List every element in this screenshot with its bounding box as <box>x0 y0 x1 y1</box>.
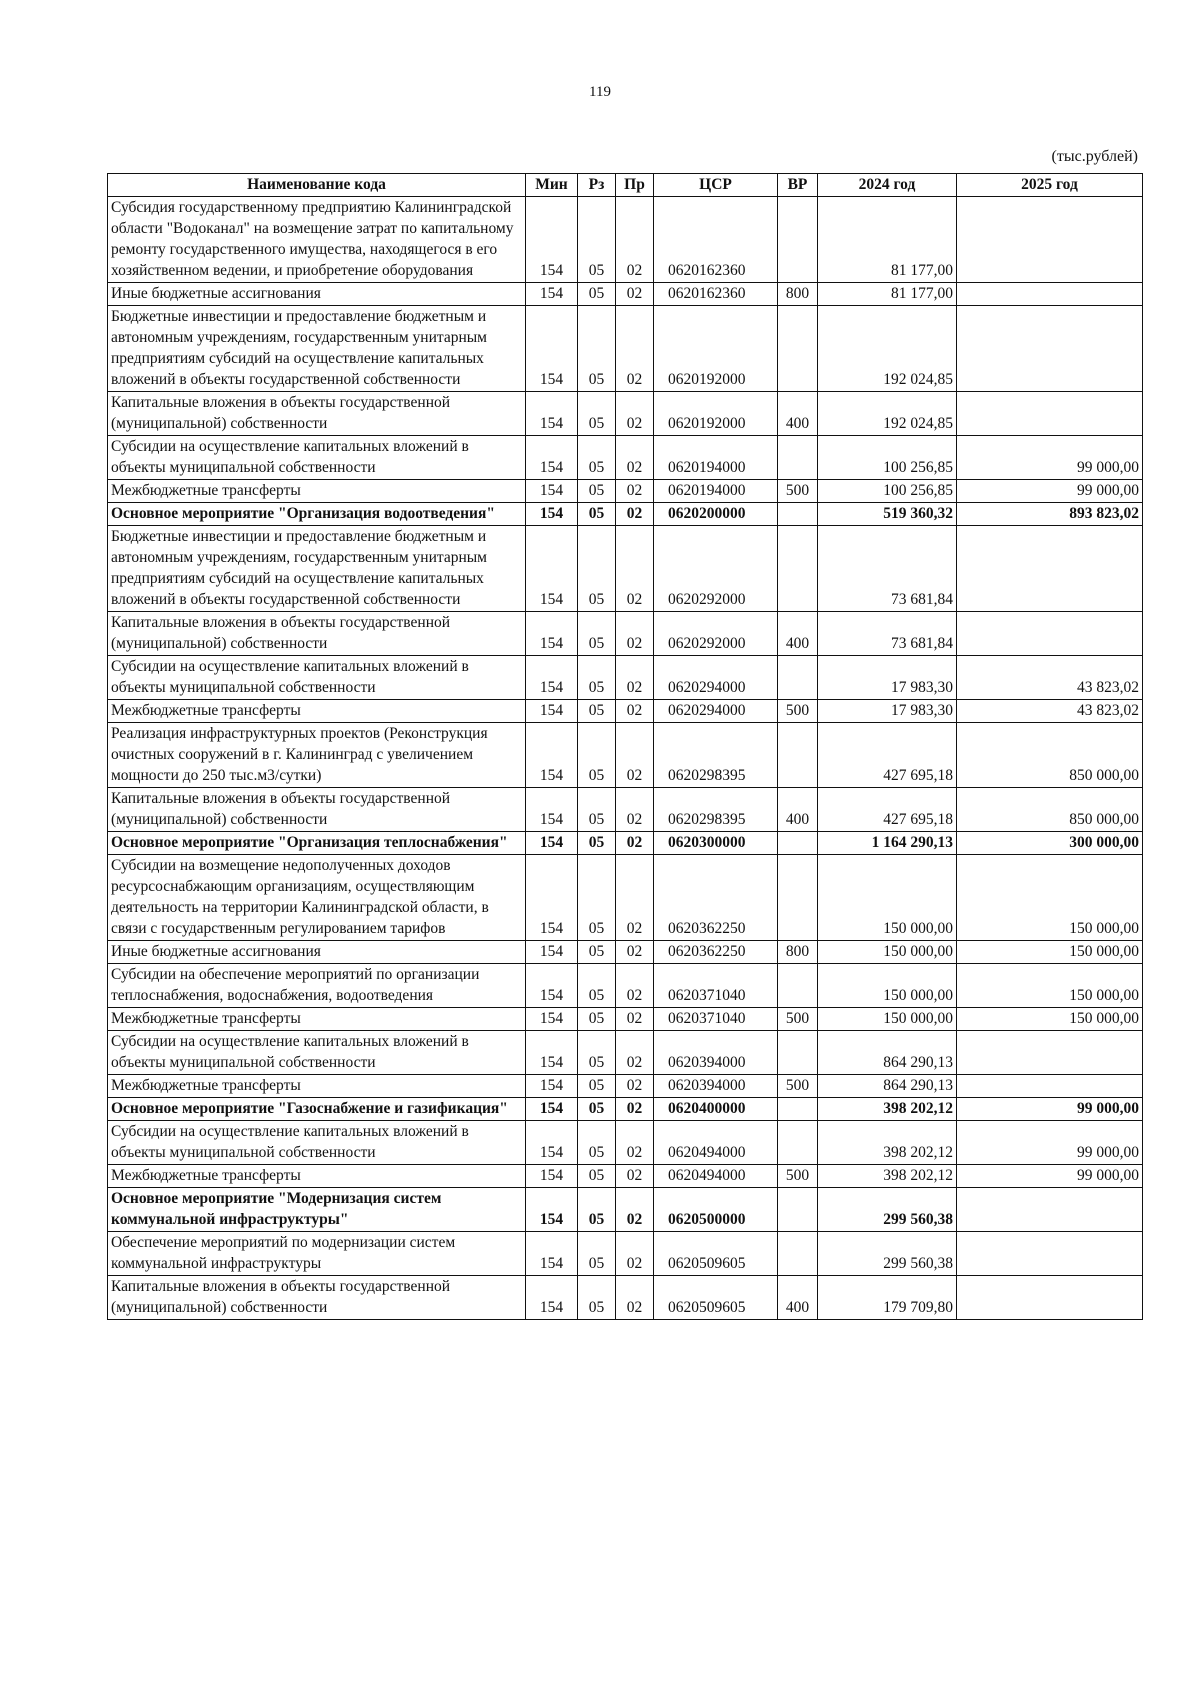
header-vr: ВР <box>778 174 818 197</box>
cell-rz: 05 <box>578 480 616 503</box>
cell-csr: 0620394000 <box>654 1031 778 1075</box>
cell-csr: 0620162360 <box>654 197 778 283</box>
table-row <box>108 964 1143 1008</box>
cell-rz: 05 <box>578 503 616 526</box>
header-min: Мин <box>526 174 578 197</box>
cell-csr: 0620298395 <box>654 723 778 788</box>
cell-name: Межбюджетные трансферты <box>108 1075 526 1098</box>
cell-vr <box>778 964 818 1008</box>
cell-min: 154 <box>526 526 578 612</box>
cell-y2024: 81 177,00 <box>818 283 957 306</box>
cell-y2025 <box>957 392 1143 436</box>
cell-name: Субсидии на осуществление капитальных вложений в объекты муниципальной собственности <box>108 656 526 700</box>
cell-y2025: 150 000,00 <box>957 964 1143 1008</box>
cell-rz: 05 <box>578 1075 616 1098</box>
cell-vr: 400 <box>778 788 818 832</box>
cell-rz: 05 <box>578 1188 616 1232</box>
cell-csr: 0620294000 <box>654 656 778 700</box>
cell-pr: 02 <box>616 1188 654 1232</box>
cell-y2024: 17 983,30 <box>818 700 957 723</box>
cell-name: Капитальные вложения в объекты государственной (муниципальной) собственности <box>108 1276 526 1320</box>
cell-vr <box>778 1232 818 1276</box>
cell-name: Межбюджетные трансферты <box>108 700 526 723</box>
cell-pr: 02 <box>616 1098 654 1121</box>
cell-name: Основное мероприятие "Газоснабжение и газификация" <box>108 1098 526 1121</box>
cell-y2024: 81 177,00 <box>818 197 957 283</box>
header-2025: 2025 год <box>957 174 1143 197</box>
cell-min: 154 <box>526 503 578 526</box>
cell-rz: 05 <box>578 526 616 612</box>
cell-vr <box>778 503 818 526</box>
cell-vr <box>778 656 818 700</box>
cell-min: 154 <box>526 283 578 306</box>
cell-y2025 <box>957 1188 1143 1232</box>
cell-y2024: 73 681,84 <box>818 526 957 612</box>
cell-name: Капитальные вложения в объекты государственной (муниципальной) собственности <box>108 612 526 656</box>
cell-min: 154 <box>526 788 578 832</box>
cell-min: 154 <box>526 612 578 656</box>
cell-y2025: 99 000,00 <box>957 1121 1143 1165</box>
cell-y2024: 150 000,00 <box>818 941 957 964</box>
cell-y2024: 73 681,84 <box>818 612 957 656</box>
table-row <box>108 1075 1143 1098</box>
table-row <box>108 503 1143 526</box>
cell-y2024: 150 000,00 <box>818 855 957 941</box>
table-row <box>108 392 1143 436</box>
header-pr: Пр <box>616 174 654 197</box>
cell-rz: 05 <box>578 656 616 700</box>
cell-vr <box>778 1188 818 1232</box>
cell-min: 154 <box>526 1165 578 1188</box>
cell-y2025: 99 000,00 <box>957 436 1143 480</box>
cell-y2025: 99 000,00 <box>957 480 1143 503</box>
cell-pr: 02 <box>616 964 654 1008</box>
cell-y2025 <box>957 283 1143 306</box>
cell-rz: 05 <box>578 1276 616 1320</box>
cell-vr <box>778 1121 818 1165</box>
cell-pr: 02 <box>616 503 654 526</box>
header-csr: ЦСР <box>654 174 778 197</box>
cell-rz: 05 <box>578 306 616 392</box>
header-rz: Рз <box>578 174 616 197</box>
cell-csr: 0620394000 <box>654 1075 778 1098</box>
cell-min: 154 <box>526 1188 578 1232</box>
cell-y2024: 150 000,00 <box>818 964 957 1008</box>
cell-y2024: 179 709,80 <box>818 1276 957 1320</box>
cell-rz: 05 <box>578 964 616 1008</box>
cell-csr: 0620362250 <box>654 855 778 941</box>
cell-min: 154 <box>526 306 578 392</box>
cell-y2025: 150 000,00 <box>957 855 1143 941</box>
cell-y2024: 299 560,38 <box>818 1188 957 1232</box>
table-row <box>108 700 1143 723</box>
cell-y2024: 192 024,85 <box>818 306 957 392</box>
table-row <box>108 656 1143 700</box>
cell-csr: 0620200000 <box>654 503 778 526</box>
table-row <box>108 197 1143 283</box>
cell-pr: 02 <box>616 197 654 283</box>
cell-pr: 02 <box>616 436 654 480</box>
cell-rz: 05 <box>578 1232 616 1276</box>
cell-name: Субсидии на осуществление капитальных вложений в объекты муниципальной собственности <box>108 1031 526 1075</box>
cell-vr: 400 <box>778 392 818 436</box>
table-row <box>108 1276 1143 1320</box>
cell-name: Субсидии на обеспечение мероприятий по организации теплоснабжения, водоснабжения, водоотведения <box>108 964 526 1008</box>
cell-y2025: 893 823,02 <box>957 503 1143 526</box>
cell-pr: 02 <box>616 526 654 612</box>
cell-rz: 05 <box>578 436 616 480</box>
cell-name: Основное мероприятие "Организация теплоснабжения" <box>108 832 526 855</box>
cell-y2024: 192 024,85 <box>818 392 957 436</box>
cell-min: 154 <box>526 436 578 480</box>
cell-csr: 0620371040 <box>654 964 778 1008</box>
cell-y2025: 300 000,00 <box>957 832 1143 855</box>
cell-vr: 500 <box>778 700 818 723</box>
table-row <box>108 855 1143 941</box>
cell-vr <box>778 1031 818 1075</box>
table-row <box>108 436 1143 480</box>
cell-y2025: 850 000,00 <box>957 788 1143 832</box>
cell-min: 154 <box>526 656 578 700</box>
cell-name: Основное мероприятие "Организация водоотведения" <box>108 503 526 526</box>
cell-csr: 0620509605 <box>654 1276 778 1320</box>
cell-pr: 02 <box>616 832 654 855</box>
cell-csr: 0620500000 <box>654 1188 778 1232</box>
cell-y2024: 100 256,85 <box>818 480 957 503</box>
table-row <box>108 1031 1143 1075</box>
cell-csr: 0620298395 <box>654 788 778 832</box>
cell-rz: 05 <box>578 723 616 788</box>
cell-pr: 02 <box>616 1121 654 1165</box>
cell-name: Межбюджетные трансферты <box>108 1165 526 1188</box>
cell-name: Основное мероприятие "Модернизация систем коммунальной инфраструктуры" <box>108 1188 526 1232</box>
cell-csr: 0620194000 <box>654 480 778 503</box>
cell-min: 154 <box>526 1031 578 1075</box>
cell-name: Межбюджетные трансферты <box>108 480 526 503</box>
cell-name: Бюджетные инвестиции и предоставление бюджетным и автономным учреждениям, государственным унитарным предприятиям субсидий на осуществление капитальных вложений в объекты государственной собственности <box>108 526 526 612</box>
cell-vr <box>778 855 818 941</box>
cell-min: 154 <box>526 941 578 964</box>
cell-name: Иные бюджетные ассигнования <box>108 941 526 964</box>
cell-csr: 0620162360 <box>654 283 778 306</box>
cell-y2024: 427 695,18 <box>818 788 957 832</box>
page-number: 119 <box>589 84 611 100</box>
table-row <box>108 1121 1143 1165</box>
cell-y2025: 43 823,02 <box>957 700 1143 723</box>
cell-vr <box>778 526 818 612</box>
cell-min: 154 <box>526 1276 578 1320</box>
cell-min: 154 <box>526 723 578 788</box>
cell-pr: 02 <box>616 1031 654 1075</box>
cell-name: Межбюджетные трансферты <box>108 1008 526 1031</box>
cell-y2024: 864 290,13 <box>818 1075 957 1098</box>
cell-pr: 02 <box>616 1165 654 1188</box>
cell-y2024: 100 256,85 <box>818 436 957 480</box>
table-row <box>108 723 1143 788</box>
cell-csr: 0620494000 <box>654 1121 778 1165</box>
cell-csr: 0620292000 <box>654 612 778 656</box>
cell-name: Бюджетные инвестиции и предоставление бюджетным и автономным учреждениям, государственным унитарным предприятиям субсидий на осуществление капитальных вложений в объекты государственной собственности <box>108 306 526 392</box>
cell-rz: 05 <box>578 283 616 306</box>
cell-min: 154 <box>526 1075 578 1098</box>
cell-y2024: 398 202,12 <box>818 1165 957 1188</box>
cell-vr <box>778 306 818 392</box>
cell-pr: 02 <box>616 700 654 723</box>
table-row <box>108 1232 1143 1276</box>
cell-pr: 02 <box>616 306 654 392</box>
cell-pr: 02 <box>616 941 654 964</box>
cell-pr: 02 <box>616 392 654 436</box>
cell-name: Субсидии на осуществление капитальных вложений в объекты муниципальной собственности <box>108 1121 526 1165</box>
cell-pr: 02 <box>616 855 654 941</box>
table-row <box>108 306 1143 392</box>
cell-name: Иные бюджетные ассигнования <box>108 283 526 306</box>
cell-name: Субсидия государственному предприятию Калининградской области "Водоканал" на возмещение затрат по капитальному ремонту государственного имущества, находящегося в его хозяйственном ведении, и приобретение оборудования <box>108 197 526 283</box>
cell-y2025 <box>957 1075 1143 1098</box>
cell-min: 154 <box>526 1232 578 1276</box>
cell-pr: 02 <box>616 1075 654 1098</box>
cell-pr: 02 <box>616 788 654 832</box>
cell-y2025 <box>957 1031 1143 1075</box>
cell-vr <box>778 197 818 283</box>
table-row <box>108 1098 1143 1121</box>
cell-vr <box>778 1098 818 1121</box>
table-row <box>108 941 1143 964</box>
cell-y2024: 1 164 290,13 <box>818 832 957 855</box>
table-row <box>108 832 1143 855</box>
cell-rz: 05 <box>578 788 616 832</box>
header-name: Наименование кода <box>108 174 526 197</box>
cell-vr: 400 <box>778 612 818 656</box>
cell-pr: 02 <box>616 656 654 700</box>
table-row <box>108 1188 1143 1232</box>
cell-min: 154 <box>526 1121 578 1165</box>
cell-csr: 0620509605 <box>654 1232 778 1276</box>
header-2024: 2024 год <box>818 174 957 197</box>
cell-vr: 500 <box>778 1008 818 1031</box>
cell-min: 154 <box>526 964 578 1008</box>
units-label: (тыс.рублей) <box>1051 148 1138 165</box>
cell-pr: 02 <box>616 1008 654 1031</box>
cell-csr: 0620294000 <box>654 700 778 723</box>
cell-name: Капитальные вложения в объекты государственной (муниципальной) собственности <box>108 788 526 832</box>
table-row <box>108 480 1143 503</box>
cell-y2025 <box>957 1276 1143 1320</box>
cell-y2025: 99 000,00 <box>957 1165 1143 1188</box>
cell-y2025 <box>957 306 1143 392</box>
cell-rz: 05 <box>578 197 616 283</box>
cell-y2024: 398 202,12 <box>818 1121 957 1165</box>
cell-csr: 0620371040 <box>654 1008 778 1031</box>
cell-vr <box>778 723 818 788</box>
cell-min: 154 <box>526 1008 578 1031</box>
cell-csr: 0620194000 <box>654 436 778 480</box>
cell-vr <box>778 436 818 480</box>
cell-min: 154 <box>526 480 578 503</box>
cell-rz: 05 <box>578 1121 616 1165</box>
cell-name: Субсидии на возмещение недополученных доходов ресурсоснабжающим организациям, осуществляющим деятельность на территории Калининградской области, в связи с государственным регулированием тарифов <box>108 855 526 941</box>
cell-vr: 800 <box>778 941 818 964</box>
cell-rz: 05 <box>578 392 616 436</box>
cell-y2025 <box>957 612 1143 656</box>
table-header-row <box>108 174 1143 197</box>
cell-y2025: 43 823,02 <box>957 656 1143 700</box>
cell-min: 154 <box>526 700 578 723</box>
cell-csr: 0620292000 <box>654 526 778 612</box>
table-row <box>108 526 1143 612</box>
table-row <box>108 1008 1143 1031</box>
cell-name: Субсидии на осуществление капитальных вложений в объекты муниципальной собственности <box>108 436 526 480</box>
cell-y2024: 150 000,00 <box>818 1008 957 1031</box>
table-row <box>108 788 1143 832</box>
cell-y2025 <box>957 526 1143 612</box>
cell-min: 154 <box>526 832 578 855</box>
cell-rz: 05 <box>578 612 616 656</box>
cell-y2024: 427 695,18 <box>818 723 957 788</box>
table-row <box>108 1165 1143 1188</box>
cell-rz: 05 <box>578 941 616 964</box>
cell-min: 154 <box>526 1098 578 1121</box>
cell-vr: 500 <box>778 1075 818 1098</box>
cell-csr: 0620400000 <box>654 1098 778 1121</box>
cell-pr: 02 <box>616 612 654 656</box>
cell-y2024: 17 983,30 <box>818 656 957 700</box>
cell-pr: 02 <box>616 1276 654 1320</box>
cell-pr: 02 <box>616 283 654 306</box>
cell-vr: 500 <box>778 480 818 503</box>
cell-pr: 02 <box>616 1232 654 1276</box>
cell-pr: 02 <box>616 480 654 503</box>
cell-pr: 02 <box>616 723 654 788</box>
cell-min: 154 <box>526 197 578 283</box>
table-row <box>108 283 1143 306</box>
budget-table <box>107 173 1143 1320</box>
cell-rz: 05 <box>578 1098 616 1121</box>
cell-csr: 0620494000 <box>654 1165 778 1188</box>
cell-min: 154 <box>526 392 578 436</box>
cell-rz: 05 <box>578 832 616 855</box>
cell-rz: 05 <box>578 855 616 941</box>
cell-vr <box>778 832 818 855</box>
cell-csr: 0620192000 <box>654 306 778 392</box>
cell-y2025 <box>957 1232 1143 1276</box>
cell-csr: 0620362250 <box>654 941 778 964</box>
cell-rz: 05 <box>578 1008 616 1031</box>
cell-vr: 800 <box>778 283 818 306</box>
cell-csr: 0620192000 <box>654 392 778 436</box>
cell-vr: 500 <box>778 1165 818 1188</box>
cell-y2024: 519 360,32 <box>818 503 957 526</box>
cell-y2025: 850 000,00 <box>957 723 1143 788</box>
cell-y2024: 398 202,12 <box>818 1098 957 1121</box>
cell-min: 154 <box>526 855 578 941</box>
cell-vr: 400 <box>778 1276 818 1320</box>
cell-y2025 <box>957 197 1143 283</box>
cell-csr: 0620300000 <box>654 832 778 855</box>
cell-name: Реализация инфраструктурных проектов (Реконструкция очистных сооружений в г. Калининград с увеличением мощности до 250 тыс.м3/сутки) <box>108 723 526 788</box>
cell-y2024: 864 290,13 <box>818 1031 957 1075</box>
cell-y2025: 150 000,00 <box>957 941 1143 964</box>
cell-rz: 05 <box>578 1031 616 1075</box>
cell-rz: 05 <box>578 700 616 723</box>
cell-y2025: 150 000,00 <box>957 1008 1143 1031</box>
cell-name: Обеспечение мероприятий по модернизации систем коммунальной инфраструктуры <box>108 1232 526 1276</box>
cell-y2024: 299 560,38 <box>818 1232 957 1276</box>
cell-name: Капитальные вложения в объекты государственной (муниципальной) собственности <box>108 392 526 436</box>
cell-rz: 05 <box>578 1165 616 1188</box>
cell-y2025: 99 000,00 <box>957 1098 1143 1121</box>
table-row <box>108 612 1143 656</box>
